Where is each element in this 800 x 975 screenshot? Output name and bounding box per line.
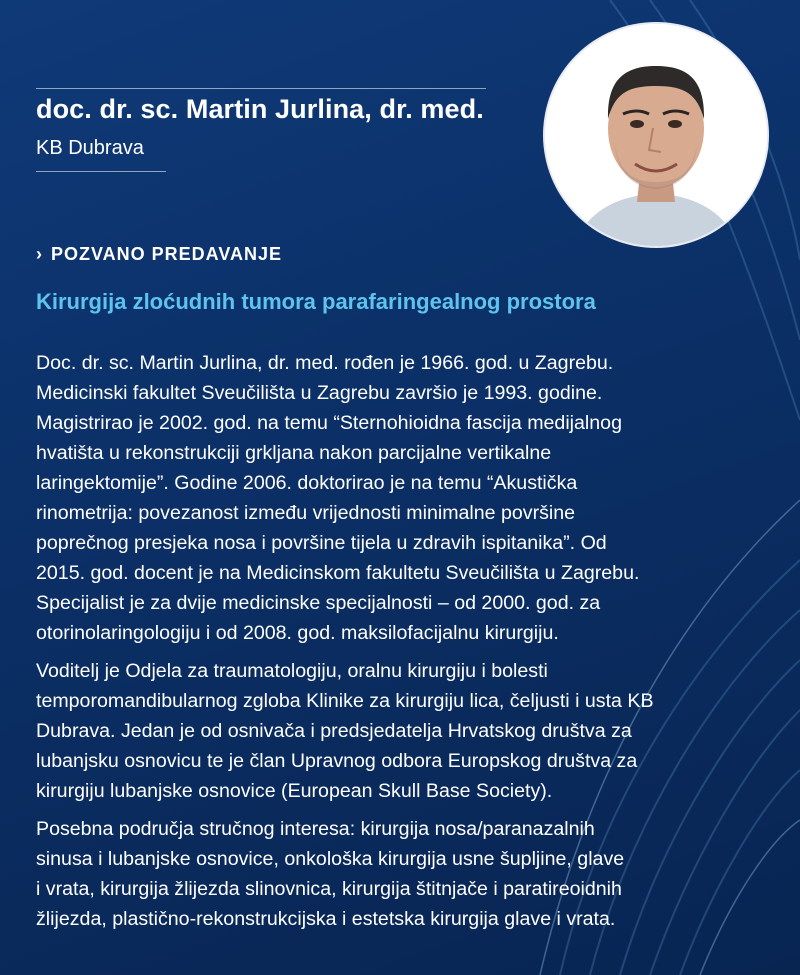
- bio-line: Magistrirao je 2002. god. na temu “Sternohioidna fascija medijalnog: [36, 412, 622, 434]
- speaker-name: doc. dr. sc. Martin Jurlina, dr. med.: [36, 94, 484, 124]
- bio-line: hvatišta u rekonstrukciji grkljana nakon parcijalne vertikalne: [36, 442, 552, 464]
- bio-line: i vrata, kirurgija žlijezda slinovnica, kirurgija štitnjače i paratireoidnih: [36, 878, 622, 900]
- bio-line: lubanjsku osnovicu te je član Upravnog odbora Europskog društva za: [36, 750, 638, 772]
- bio-line: kirurgiju lubanjske osnovice (European Skull Base Society).: [36, 780, 553, 802]
- bio-paragraph-1: [36, 348, 781, 648]
- bio-paragraph-3: [36, 814, 781, 934]
- bio-line: Doc. dr. sc. Martin Jurlina, dr. med. rođen je 1966. god. u Zagrebu.: [36, 352, 614, 374]
- speaker-portrait: [545, 24, 767, 246]
- portrait-illustration: [545, 24, 767, 246]
- bio-line: temporomandibularnog zgloba Klinike za kirurgiju lica, čeljusti i usta KB: [36, 690, 654, 712]
- bio-line: 2015. god. docent je na Medicinskom fakultetu Sveučilišta u Zagrebu.: [36, 562, 640, 584]
- bio-line: otorinolaringologiju i od 2008. god. maksilofacijalnu kirurgiju.: [36, 622, 559, 644]
- bio-line: laringektomije”. Godine 2006. doktorirao je na temu “Akustička: [36, 472, 578, 494]
- bio-paragraph-2: [36, 656, 781, 806]
- bio-line: sinusa i lubanjske osnovice, onkološka kirurgija usne šupljine, glave: [36, 848, 625, 870]
- chevron-right-icon: ›: [36, 244, 43, 264]
- lecture-title: Kirurgija zloćudnih tumora parafaringealnog prostora: [36, 289, 596, 314]
- section-label-text: POZVANO PREDAVANJE: [51, 244, 283, 264]
- top-divider: [36, 88, 486, 89]
- bio-line: žlijezda, plastično-rekonstrukcijska i estetska kirurgija glave i vrata.: [36, 908, 616, 930]
- bio-line: rinometrija: povezanost između vrijednosti minimalne površine: [36, 502, 576, 524]
- bio-line: Voditelj je Odjela za traumatologiju, oralnu kirurgiju i bolesti: [36, 660, 548, 682]
- bottom-divider: [36, 171, 166, 172]
- bio-line: Dubrava. Jedan je od osnivača i predsjedatelja Hrvatskog društva za: [36, 720, 632, 742]
- section-label: [36, 244, 282, 265]
- bio-line: poprečnog presjeka nosa i površine tijela u zdravih ispitanika”. Od: [36, 532, 607, 554]
- speaker-affiliation: KB Dubrava: [36, 137, 144, 159]
- bio-line: Posebna područja stručnog interesa: kirurgija nosa/paranazalnih: [36, 818, 595, 840]
- bio-line: Medicinski fakultet Sveučilišta u Zagrebu završio je 1993. godine.: [36, 382, 603, 404]
- bio-line: Specijalist je za dvije medicinske specijalnosti – od 2000. god. za: [36, 592, 601, 614]
- speaker-biography: [36, 348, 781, 942]
